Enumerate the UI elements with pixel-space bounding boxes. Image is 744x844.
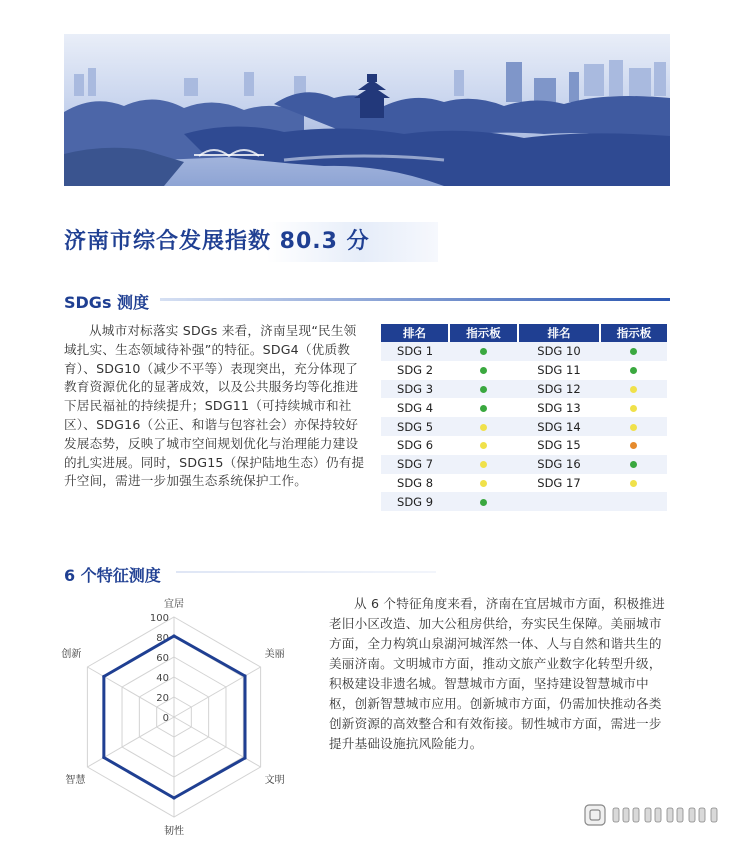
table-header: 指示板 — [449, 324, 518, 342]
section-heading-features: 6 个特征测度 — [64, 566, 161, 585]
radar-spoke — [174, 717, 261, 767]
sdg-status-cell — [600, 361, 667, 380]
status-dot-yellow — [480, 480, 487, 487]
sdg-status-cell — [449, 361, 518, 380]
status-dot-yellow — [630, 405, 637, 412]
section-heading-sdgs: SDGs 测度 — [64, 293, 150, 312]
section-divider — [160, 298, 670, 301]
sdg-name-cell: SDG 6 — [381, 436, 449, 455]
status-dot-green — [480, 386, 487, 393]
sdg-name-cell: SDG 14 — [518, 417, 600, 436]
status-dot-yellow — [480, 442, 487, 449]
sdg-name-cell: SDG 3 — [381, 380, 449, 399]
sdg-name-cell: SDG 4 — [381, 398, 449, 417]
status-dot-green — [630, 367, 637, 374]
radar-data-point — [102, 675, 105, 678]
sdg-name-cell: SDG 5 — [381, 417, 449, 436]
sdg-name-cell: SDG 12 — [518, 380, 600, 399]
sdg-name-cell: SDG 2 — [381, 361, 449, 380]
sdg-status-cell — [600, 492, 667, 511]
radar-axis-label: 韧性 — [164, 826, 184, 837]
radar-tick-label: 40 — [156, 673, 169, 684]
section-divider — [176, 571, 436, 573]
sdg-name-cell: SDG 10 — [518, 342, 600, 361]
sdg-name-cell: SDG 9 — [381, 492, 449, 511]
sdg-status-cell — [600, 342, 667, 361]
sdg-status-cell — [600, 417, 667, 436]
sdg-name-cell: SDG 17 — [518, 474, 600, 493]
sdg-status-cell — [600, 474, 667, 493]
sdg-name-cell: SDG 16 — [518, 455, 600, 474]
share-widget[interactable] — [583, 801, 733, 833]
radar-axis-label: 宜居 — [164, 599, 184, 610]
radar-data-point — [243, 756, 246, 759]
table-row — [381, 455, 667, 474]
sdg-status-cell — [449, 492, 518, 511]
radar-spoke — [87, 717, 174, 767]
table-row — [381, 398, 667, 417]
table-row — [381, 436, 667, 455]
share-icon[interactable] — [585, 805, 605, 825]
sdg-status-cell — [600, 380, 667, 399]
radar-tick-label: 60 — [156, 653, 169, 664]
radar-spoke — [174, 667, 261, 717]
table-row — [381, 474, 667, 493]
radar-axis-label: 文明 — [264, 775, 285, 786]
status-dot-orange — [630, 442, 637, 449]
status-dot-yellow — [480, 424, 487, 431]
table-row — [381, 492, 667, 511]
status-dot-yellow — [630, 386, 637, 393]
radar-axis-label: 创新 — [61, 649, 82, 660]
status-dot-yellow — [630, 424, 637, 431]
radar-data-point — [172, 796, 175, 799]
table-row — [381, 380, 667, 399]
status-dot-yellow — [480, 461, 487, 468]
radar-chart — [61, 588, 314, 840]
radar-axis-label: 智慧 — [65, 775, 86, 786]
radar-tick-label: 80 — [156, 633, 169, 644]
sdg-name-cell: SDG 7 — [381, 455, 449, 474]
status-dot-green — [480, 405, 487, 412]
table-header: 排名 — [518, 324, 600, 342]
status-dot-green — [630, 461, 637, 468]
radar-tick-label: 100 — [149, 613, 169, 624]
features-paragraph: 从 6 个特征角度来看，济南在宜居城市方面，积极推进老旧小区改造、加大公租房供给，夯实民生保障。美丽城市方面，全力构筑山泉湖河城浑然一体、人与自然和谐共生的美丽济南。文明城市方面，推动文旅产业数字化转型升级，积极建设非遗名城。智慧城市方面，坚持建设智慧城市中枢，创新智慧城市应用。创新城市方面，仍需加快推动各类创新资源的高效整合和有效衔接。韧性城市方面，需进一步提升基础设施抗风险能力。 — [329, 596, 665, 751]
sdg-status-cell — [449, 455, 518, 474]
sdg-status-cell — [600, 455, 667, 474]
sdg-name-cell — [518, 492, 600, 511]
hero-photo — [64, 34, 670, 186]
sdg-status-cell — [449, 436, 518, 455]
sdg-status-cell — [449, 474, 518, 493]
radar-tick-label: 20 — [156, 693, 169, 704]
sdgs-paragraph: 从城市对标落实 SDGs 来看，济南呈现“民生领域扎实、生态领域待补强”的特征。SDG4（优质教育）、SDG10（减少不平等）表现突出，充分体现了教育资源优化的显著成效，以及公共服务均等化推进下居民福祉的持续提升；SDG11（可持续城市和社区）、SDG16（公正、和谐与包容社会）亦保持较好发展态势，反映了城市空间规划优化与治理能力建设的扎实进展。同时，SDG15（保护陆地生态）仍有提升空间，需进一步加强生态系统保护工作。 — [64, 323, 365, 489]
sdg-name-cell: SDG 1 — [381, 342, 449, 361]
sdg-name-cell: SDG 8 — [381, 474, 449, 493]
sdg-name-cell: SDG 15 — [518, 436, 600, 455]
radar-axis-label: 美丽 — [264, 649, 285, 660]
status-dot-green — [480, 348, 487, 355]
sdg-status-cell — [449, 342, 518, 361]
status-dot-green — [480, 367, 487, 374]
table-header: 排名 — [381, 324, 449, 342]
sdg-dashboard-table — [381, 324, 667, 511]
status-dot-green — [630, 348, 637, 355]
sdg-status-cell — [449, 398, 518, 417]
page-title: 济南市综合发展指数 80.3 分 — [64, 229, 370, 254]
sdg-status-cell — [449, 417, 518, 436]
radar-data-point — [243, 674, 246, 677]
radar-data-point — [172, 634, 175, 637]
status-dot-yellow — [630, 480, 637, 487]
sdg-name-cell: SDG 11 — [518, 361, 600, 380]
status-dot-green — [480, 499, 487, 506]
sdg-name-cell: SDG 13 — [518, 398, 600, 417]
sdg-status-cell — [600, 436, 667, 455]
table-header: 指示板 — [600, 324, 667, 342]
radar-data-point — [102, 756, 105, 759]
sdg-status-cell — [600, 398, 667, 417]
table-row — [381, 361, 667, 380]
table-row — [381, 417, 667, 436]
sdg-status-cell — [449, 380, 518, 399]
table-row — [381, 342, 667, 361]
radar-tick-label: 0 — [162, 713, 169, 724]
